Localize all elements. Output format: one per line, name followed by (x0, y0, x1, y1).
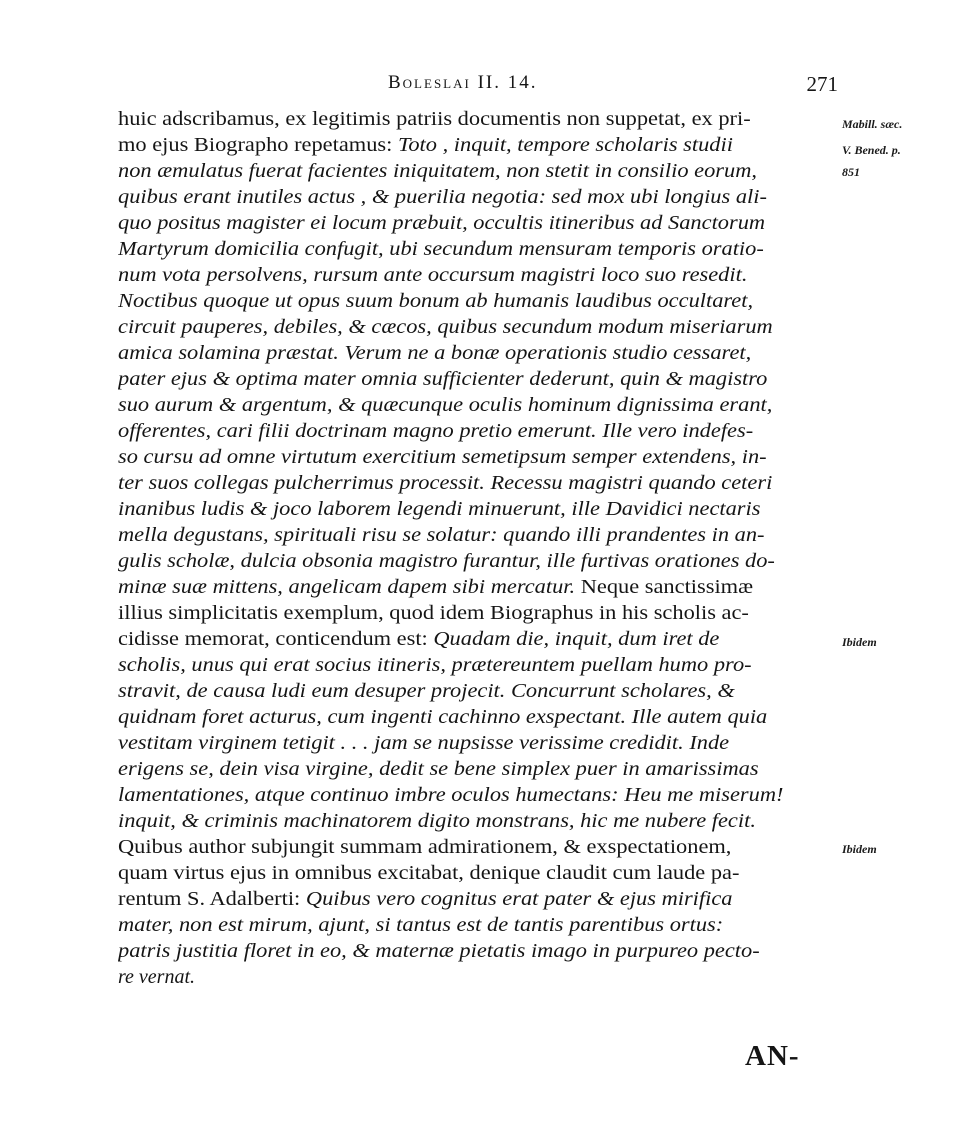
text-line: scholis, unus qui erat socius itineris, prætereuntem puellam humo pro- (118, 654, 752, 676)
margin-note-mabill: Mabill. sæc. (842, 117, 903, 131)
page-header (118, 72, 838, 102)
text-line: quidnam foret acturus, cum ingenti cachinno exspectant. Ille autem quia (118, 706, 768, 728)
text-line: non æmulatus fuerat facientes iniquitatem, non stetit in consilio eorum, (118, 160, 757, 182)
text-line: inanibus ludis & joco laborem legendi minuerunt, ille Davidici nectaris (118, 498, 761, 520)
text-line: mella degustans, spirituali risu se solatur: quando illi prandentes in an- (118, 524, 765, 546)
text-line: erigens se, dein visa virgine, dedit se bene simplex puer in amarissimas (118, 758, 759, 780)
text-line (118, 626, 838, 652)
margin-note-851: 851 (842, 165, 860, 179)
roman-run: rentum S. Adalberti: (118, 888, 306, 910)
roman-run: mo ejus Biographo repetamus: (118, 134, 398, 156)
text-line: amica solamina præstat. Verum ne a bonæ operationis studio cessaret, (118, 342, 752, 364)
text-line: huic adscribamus, ex legitimis patriis documentis non suppetat, ex pri- (118, 108, 751, 130)
text-line: Quibus author subjungit summam admirationem, & exspectationem, (118, 836, 732, 858)
margin-note-ibidem-2: Ibidem (842, 842, 877, 856)
text-line (118, 132, 838, 158)
text-line: illius simplicitatis exemplum, quod idem Biographus in his scholis ac- (118, 602, 749, 624)
text-line: gulis scholæ, dulcia obsonia magistro furantur, ille furtivas orationes do- (118, 550, 775, 572)
text-line: Martyrum domicilia confugit, ubi secundum mensuram temporis oratio- (118, 238, 764, 260)
text-line: lamentationes, atque continuo imbre oculos humectans: Heu me miserum! (118, 784, 784, 806)
running-title: Boleslai II. 14. (388, 72, 538, 93)
text-line: patris justitia floret in eo, & maternæ pietatis imago in purpureo pecto- (118, 940, 760, 962)
text-line: pater ejus & optima mater omnia sufficienter dederunt, quin & magistro (118, 368, 768, 390)
text-line: offerentes, cari filii doctrinam magno pretio emerunt. Ille vero indefes- (118, 420, 754, 442)
text-line: quo positus magister ei locum præbuit, occultis itineribus ad Sanctorum (118, 212, 766, 234)
text-line: suo aurum & argentum, & quæcunque oculis hominum dignissima erant, (118, 394, 773, 416)
text-line: quibus erant inutiles actus , & puerilia negotia: sed mox ubi longius ali- (118, 186, 767, 208)
text-line (118, 574, 838, 600)
text-line: stravit, de causa ludi eum desuper projecit. Concurrunt scholares, & (118, 680, 735, 702)
text-line: quam virtus ejus in omnibus excitabat, denique claudit cum laude pa- (118, 862, 740, 884)
text-line (118, 886, 838, 912)
text-line: mater, non est mirum, ajunt, si tantus est de tantis parentibus ortus: (118, 914, 724, 936)
text-line: Noctibus quoque ut opus suum bonum ab humanis laudibus occultaret, (118, 290, 754, 312)
italic-run: Quibus vero cognitus erat pater & ejus mirifica (305, 888, 733, 910)
italic-run: Toto , inquit, tempore scholaris studii (397, 134, 733, 156)
text-line: inquit, & criminis machinatorem digito monstrans, hic me nubere fecit. (118, 810, 756, 832)
margin-note-ibidem-1: Ibidem (842, 635, 877, 649)
italic-run: Quadam die, inquit, dum iret de (433, 628, 720, 650)
text-line: so cursu ad omne virtutum exercitium semetipsum semper extendens, in- (118, 446, 767, 468)
italic-run: minæ suæ mittens, angelicam dapem sibi mercatur. (118, 576, 576, 598)
text-line: num vota persolvens, rursum ante occursum magistri loco suo resedit. (118, 264, 748, 286)
roman-run: cidisse memorat, conticendum est: (118, 628, 434, 650)
text-line: vestitam virginem tetigit . . . jam se nupsisse verissime credidit. Inde (118, 732, 730, 754)
roman-run: Neque sanctissimæ (575, 576, 754, 598)
text-line: ter suos collegas pulcherrimus processit. Recessu magistri quando ceteri (118, 472, 773, 494)
page-number: 271 (806, 72, 838, 96)
body-text (118, 106, 838, 990)
margin-note-v-bened: V. Bened. p. (842, 143, 901, 157)
catchword: AN- (745, 1040, 800, 1072)
text-line: re vernat. (118, 966, 196, 988)
text-line: circuit pauperes, debiles, & cæcos, quibus secundum modum miseriarum (118, 316, 773, 338)
